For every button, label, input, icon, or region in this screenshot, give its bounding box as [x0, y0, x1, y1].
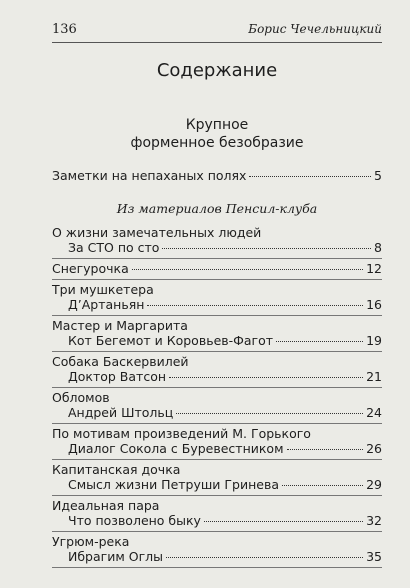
toc-entry-page: 5 [374, 168, 382, 183]
divider [52, 567, 382, 568]
toc-entry [68, 297, 382, 314]
section-title-line: форменное безобразие [130, 135, 304, 151]
page-number: 136 [52, 22, 77, 37]
toc-entry-title: За СТО по сто [68, 240, 160, 255]
toc-group-heading: Три мушкетера [52, 282, 154, 297]
toc-entry-page: 12 [366, 261, 382, 276]
toc-group-heading: Обломов [52, 390, 110, 405]
dot-leader [169, 377, 363, 378]
toc-entry-page: 29 [366, 477, 382, 492]
dot-leader [176, 413, 363, 414]
toc-entry [68, 333, 382, 350]
dot-leader [276, 341, 363, 342]
divider [52, 387, 382, 388]
dot-leader [132, 269, 363, 270]
toc-entry-page: 26 [366, 441, 382, 456]
section-title [52, 116, 382, 152]
toc-entry [68, 240, 382, 257]
dot-leader [147, 305, 363, 306]
toc-entry-title: Кот Бегемот и Коровьев-Фагот [68, 333, 274, 348]
toc-entry-page: 8 [374, 240, 382, 255]
dot-leader [249, 176, 371, 177]
dot-leader [162, 248, 371, 249]
toc-group-heading: Угрюм-река [52, 534, 130, 549]
toc-entry-title: Ибрагим Оглы [68, 549, 164, 564]
divider [52, 258, 382, 259]
divider [52, 459, 382, 460]
divider [52, 351, 382, 352]
author-name: Борис Чечельницкий [248, 22, 382, 36]
toc-entry-title: Андрей Штольц [68, 405, 174, 420]
toc-entry [68, 405, 382, 422]
page-title: Содержание [156, 60, 278, 81]
toc-group-heading: Собака Баскервилей [52, 354, 189, 369]
divider [52, 315, 382, 316]
toc-entry-title: Снегурочка [52, 261, 129, 276]
toc-group-heading: О жизни замечательных людей [52, 225, 262, 240]
toc-entry [52, 168, 382, 185]
toc-group-heading: Идеальная пара [52, 498, 160, 513]
toc-group-heading: Капитанская дочка [52, 462, 181, 477]
toc-entry [68, 513, 382, 530]
toc-entry-page: 21 [366, 369, 382, 384]
toc-entry [68, 369, 382, 386]
toc-entry-title: Что позволено быку [68, 513, 201, 528]
toc-entry-title: Заметки на непаханых полях [52, 168, 247, 183]
dot-leader [204, 521, 363, 522]
toc-entry-page: 35 [366, 549, 382, 564]
dot-leader [287, 449, 364, 450]
toc-entry-page: 24 [366, 405, 382, 420]
toc-entry-page: 19 [366, 333, 382, 348]
toc-group-heading: Мастер и Маргарита [52, 318, 188, 333]
toc-entry-title: Д’Артаньян [68, 297, 145, 312]
running-header [52, 20, 382, 43]
toc-entry-title: Доктор Ватсон [68, 369, 167, 384]
toc-entry [68, 477, 382, 494]
toc-entry [52, 261, 382, 278]
toc-entry [68, 441, 382, 458]
toc-entry [68, 549, 382, 566]
divider [52, 531, 382, 532]
divider [52, 423, 382, 424]
divider [52, 279, 382, 280]
toc-entry-page: 32 [366, 513, 382, 528]
toc-entry-title: Смысл жизни Петруши Гринева [68, 477, 279, 492]
section-title-line: Крупное [185, 117, 249, 133]
subsection-title: Из материалов Пенсил-клуба [116, 201, 318, 216]
toc-group-heading: По мотивам произведений М. Горького [52, 426, 311, 441]
dot-leader [282, 485, 363, 486]
toc-entry-title: Диалог Сокола с Буревестником [68, 441, 284, 456]
dot-leader [166, 557, 363, 558]
divider [52, 495, 382, 496]
toc-entry-page: 16 [366, 297, 382, 312]
